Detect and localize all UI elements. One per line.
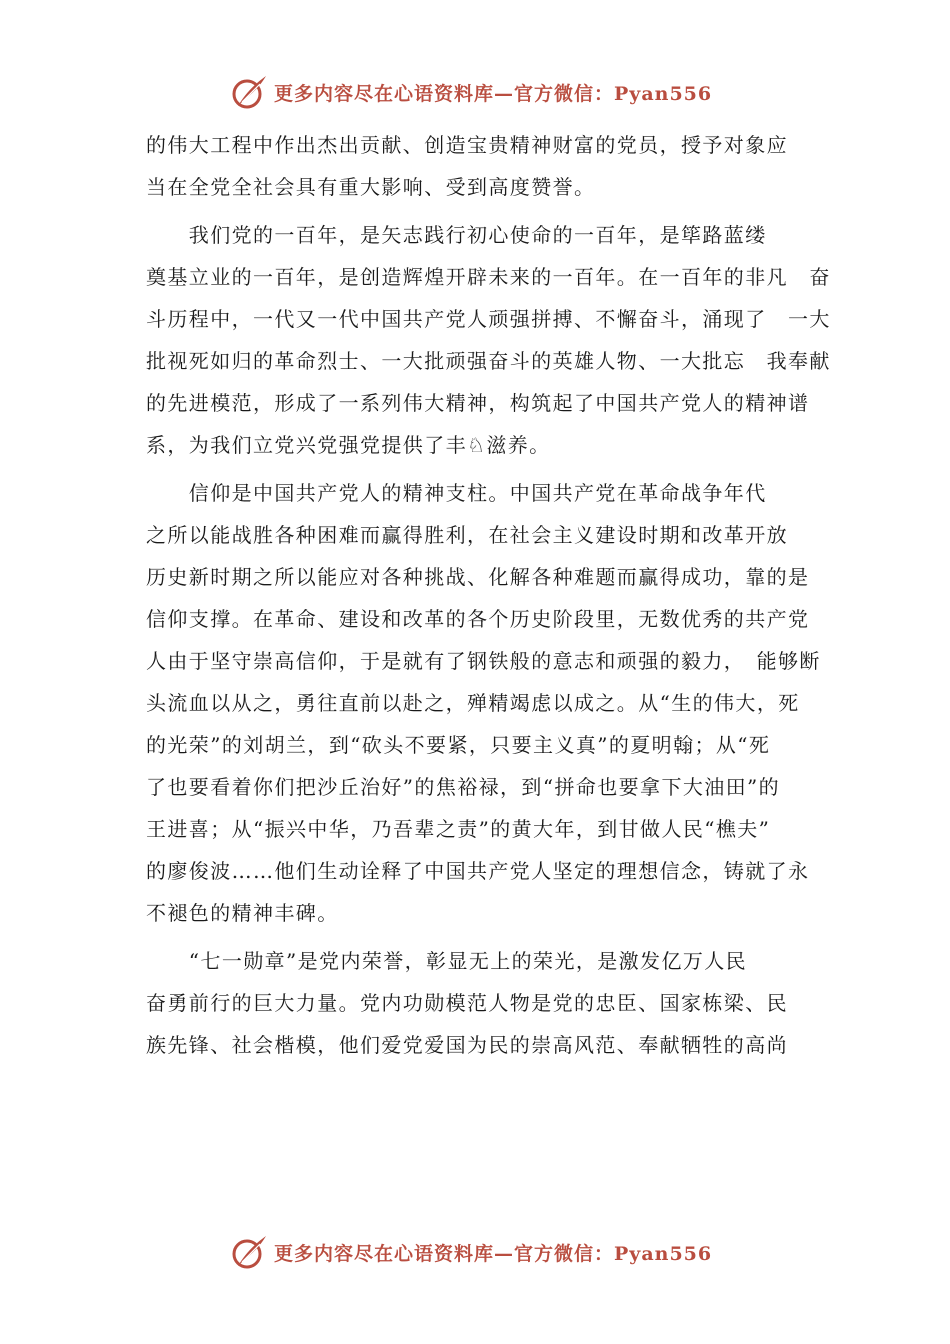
- quill-logo-icon: [230, 72, 270, 112]
- text-line: 的廖俊波……他们生动诠释了中国共产党人坚定的理想信念，铸就了永: [146, 859, 810, 883]
- text-line: 族先锋、社会楷模，他们爱党爱国为民的崇高风范、奉献牺牲的高尚: [146, 1033, 788, 1057]
- text-line: 系，为我们立党兴党强党提供了丰♘滋养。: [146, 433, 551, 457]
- header-watermark-text: 更多内容尽在心语资料库—官方微信：Pyan556: [274, 82, 713, 105]
- quill-logo-icon: [230, 1232, 270, 1272]
- document-body: [146, 124, 831, 1066]
- paragraph: [146, 940, 826, 1066]
- text-line: “七一勋章”是党内荣誉，彰显无上的荣光，是激发亿万人民: [146, 949, 748, 973]
- text-line: 的先进模范，形成了一系列伟大精神，构筑起了中国共产党人的精神谱: [146, 391, 810, 415]
- text-line: 奋勇前行的巨大力量。党内功勋模范人物是党的忠臣、国家栋梁、民: [146, 991, 788, 1015]
- text-line: 奠基立业的一百年，是创造辉煌开辟未来的一百年。在一百年的非凡 奋: [146, 265, 831, 289]
- text-line: 人由于坚守崇高信仰，于是就有了钢铁般的意志和顽强的毅力， 能够断: [146, 649, 821, 673]
- text-line: 信仰是中国共产党人的精神支柱。中国共产党在革命战争年代: [146, 481, 767, 505]
- text-line: 之所以能战胜各种困难而赢得胜利，在社会主义建设时期和改革开放: [146, 523, 788, 547]
- text-line: 历史新时期之所以能应对各种挑战、化解各种难题而赢得成功，靠的是: [146, 565, 810, 589]
- text-line: 斗历程中，一代又一代中国共产党人顽强拼搏、不懈奋斗，涌现了 一大: [146, 307, 831, 331]
- paragraph: [146, 124, 826, 208]
- text-line: 我们党的一百年，是矢志践行初心使命的一百年，是筚路蓝缕: [146, 223, 767, 247]
- text-line: 不褪色的精神丰碑。: [146, 901, 339, 925]
- text-line: 王进喜；从“振兴中华，乃吾辈之责”的黄大年，到甘做人民“樵夫”: [146, 817, 771, 841]
- text-line: 批视死如归的革命烈士、一大批顽强奋斗的英雄人物、一大批忘 我奉献: [146, 349, 831, 373]
- text-line: 头流血以从之，勇往直前以赴之，殚精竭虑以成之。从“生的伟大，死: [146, 691, 800, 715]
- text-line: 信仰支撑。在革命、建设和改革的各个历史阶段里，无数优秀的共产党: [146, 607, 810, 631]
- text-line: 的伟大工程中作出杰出贡献、创造宝贵精神财富的党员，授予对象应: [146, 133, 788, 157]
- paragraph: [146, 214, 831, 466]
- text-line: 当在全党全社会具有重大影响、受到高度赞誉。: [146, 175, 596, 199]
- footer-watermark-banner: [230, 1232, 750, 1272]
- footer-watermark-text: 更多内容尽在心语资料库—官方微信：Pyan556: [274, 1242, 713, 1265]
- header-watermark-banner: [230, 72, 750, 112]
- paragraph: [146, 472, 826, 934]
- text-line: 的光荣”的刘胡兰，到“砍头不要紧，只要主义真”的夏明翰；从“死: [146, 733, 771, 757]
- text-line: 了也要看着你们把沙丘治好”的焦裕禄，到“拼命也要拿下大油田”的: [146, 775, 781, 799]
